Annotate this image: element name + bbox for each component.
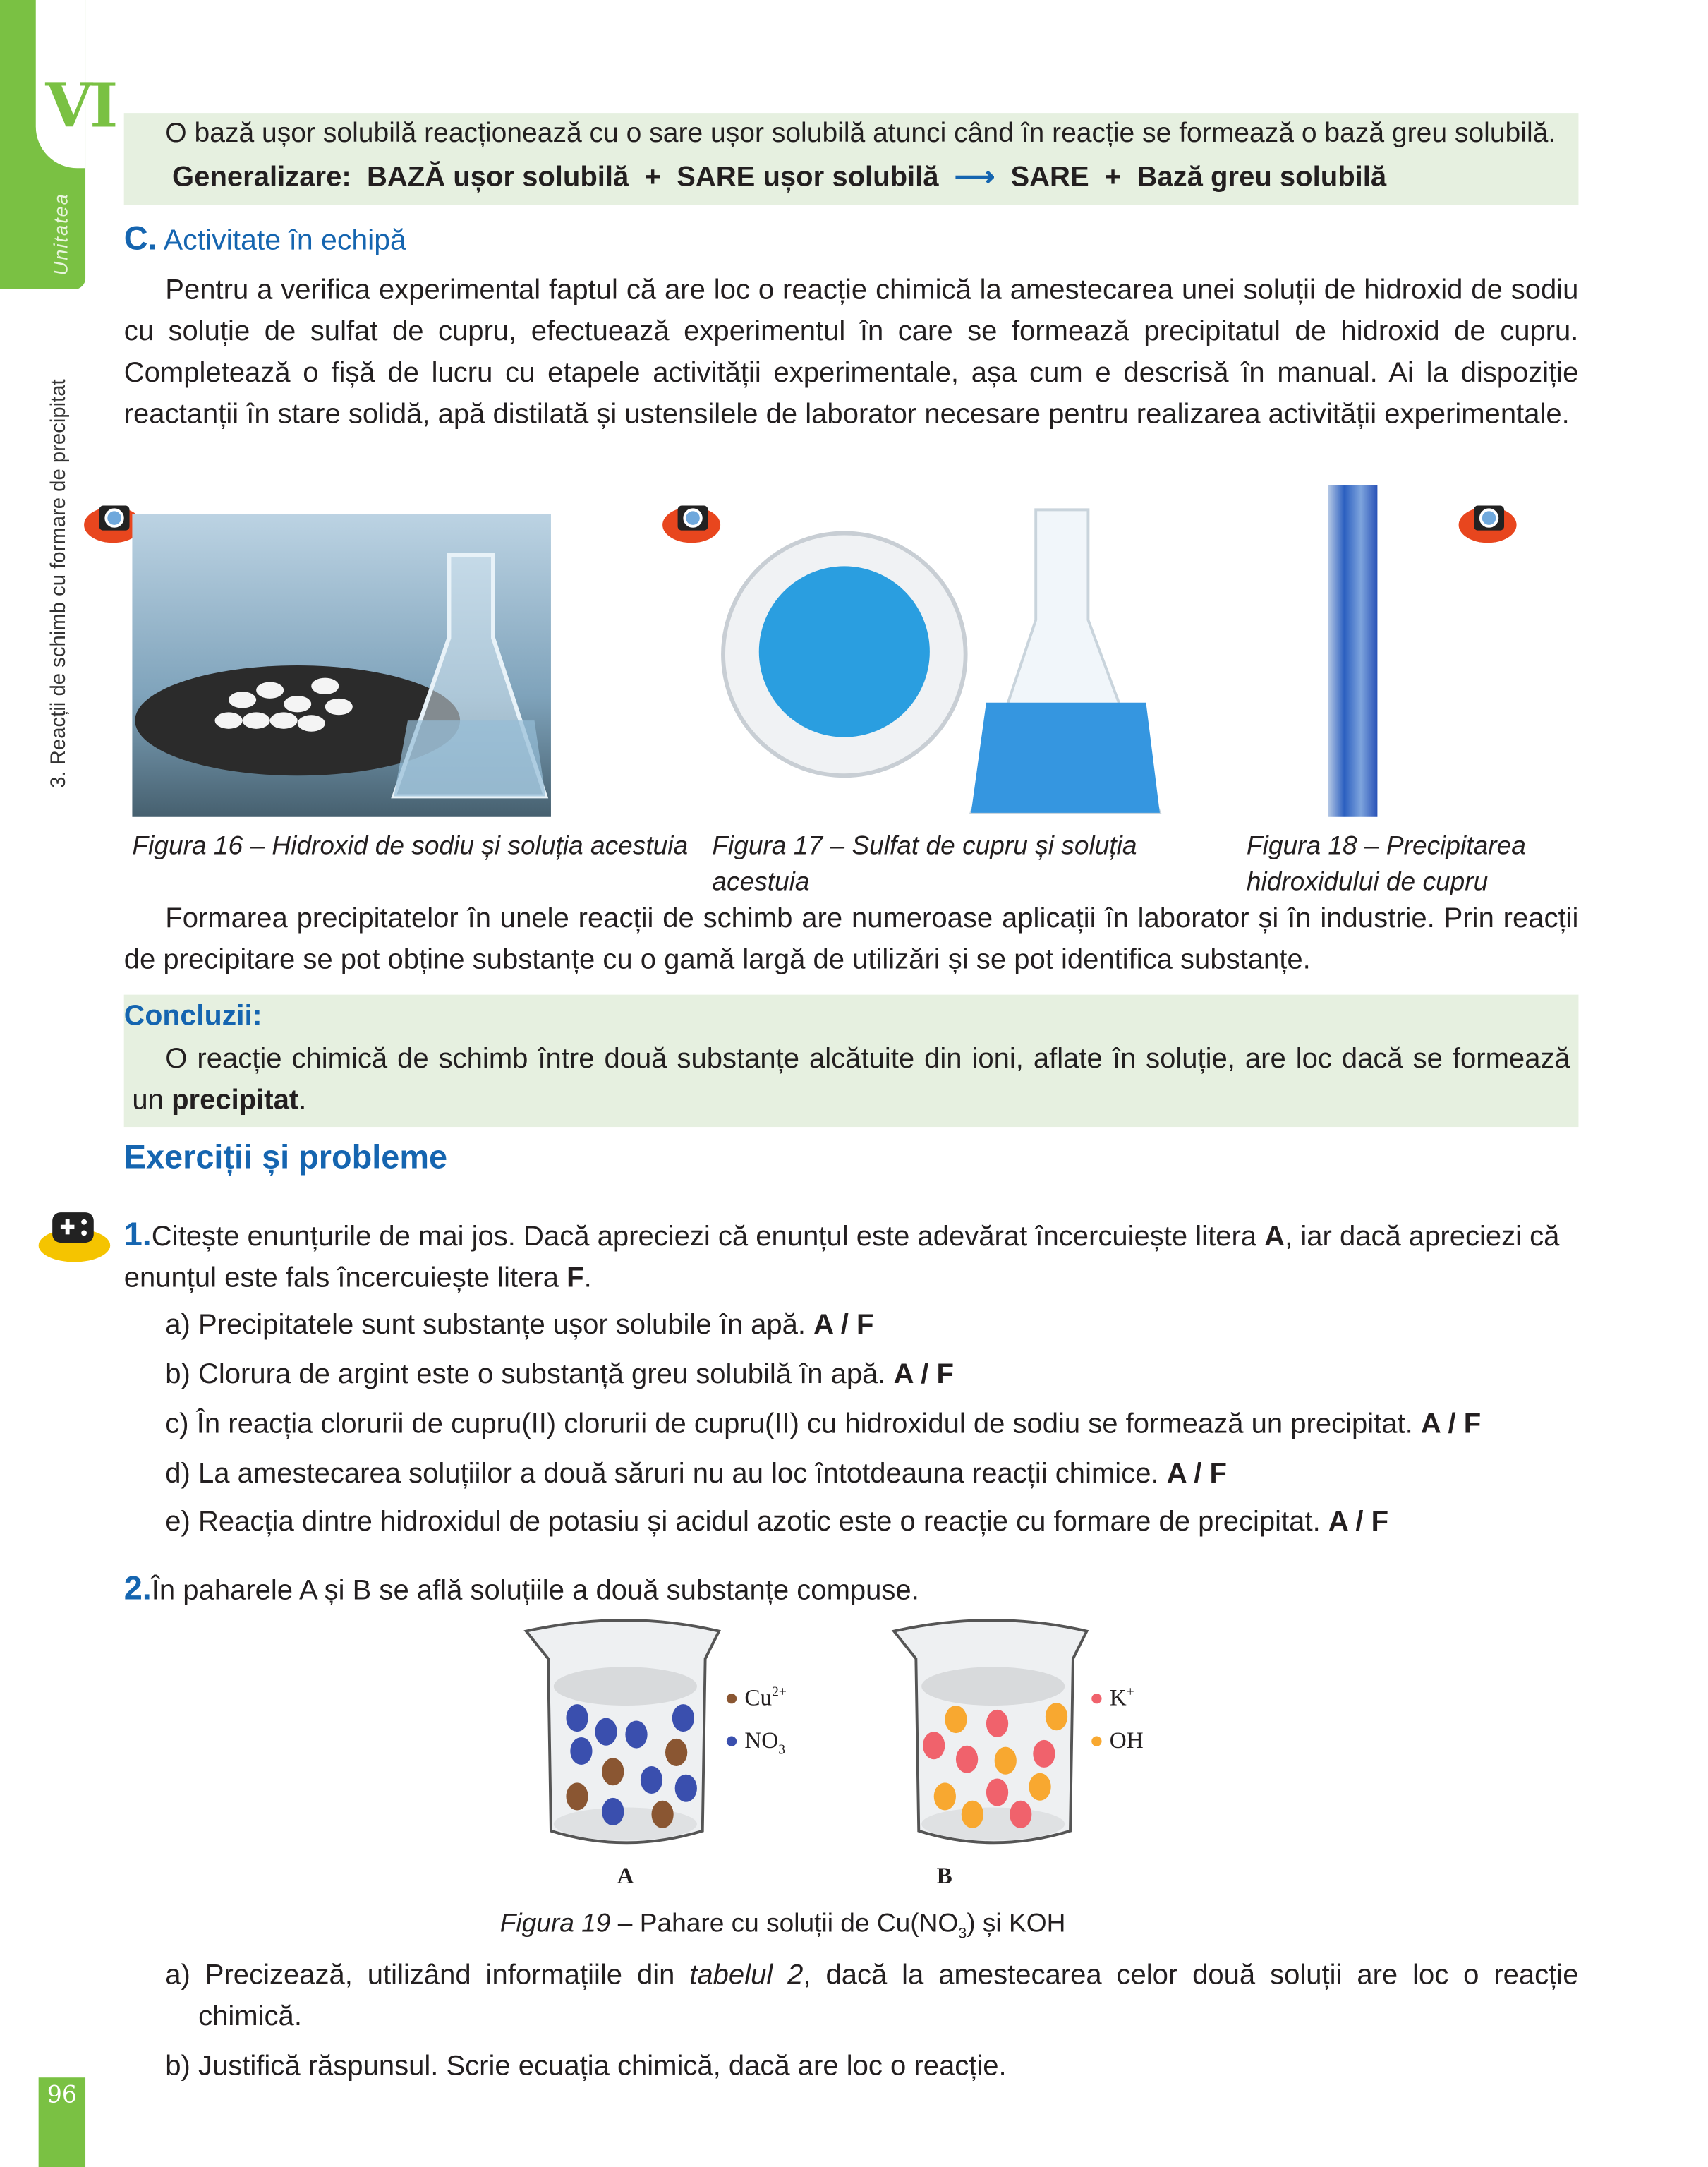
exercise-2-question-b: b) Justifică răspunsul. Scrie ecuația chimică, dacă are loc o reacție. [165, 2050, 1007, 2082]
exercise-2-prompt: 2.În paharele A și B se află soluțiile a două substanțe compuse. [123, 1570, 919, 1608]
conclusions-box [124, 995, 1579, 1127]
exercise-1-item: c) În reacția clorurii de cupru(II) clorurii de cupru(II) cu hidroxidul de sodiu se formează un precipitat. A / F [165, 1408, 1482, 1440]
arrow-icon: ⟶ [946, 161, 1003, 193]
exercise-1-item: d) La amestecarea soluțiilor a două săruri nu au loc întotdeauna reacții chimice. A / F [165, 1457, 1227, 1490]
true-false-choice[interactable]: A / F [813, 1308, 874, 1341]
beaker-a [515, 1617, 735, 1852]
exercise-1-item: e) Reacția dintre hidroxidul de potasiu și acidul azotic este o reacție cu formare de precipitat. A / F [165, 1505, 1389, 1538]
beaker-b-label: B [936, 1862, 952, 1889]
activity-title: Activitate în echipă [163, 224, 406, 257]
figure-19-caption: Figura 19 – Pahare cu soluții de $Cu(NO_3)$ și KOH [499, 1909, 1066, 1943]
precipitation-paragraph: Formarea precipitatelor în unele reacții de schimb are numeroase aplicații în laborator și în industrie. Prin reacții de precipitare se pot obține substanțe cu o gamă largă de utilizări și se pot identifica substanțe. [123, 902, 1579, 976]
exercise-1-item: a) Precipitatele sunt substanțe ușor solubile în apă. A / F [165, 1308, 874, 1341]
activity-text: Pentru a verifica experimental faptul că are loc o reacție chimică la amestecarea unei soluții de hidroxid de sodiu cu soluție de sulfat de cupru, efectuează experimentul în care se formează precipitatul de hidroxid de cupru. Completează o fișă de lucru cu etapele activității experimentale, așa cum e descrisă în manual. Ai la dispoziție reactanții în stare solidă, apă distilată și ustensilele de laborator necesare pentru realizarea activității experimentale. [123, 274, 1579, 430]
gamepad-icon [36, 1201, 113, 1264]
page-number: 96 [39, 2077, 85, 2167]
chapter-title: 3. Reacții de schimb cu formare de precipitat [47, 379, 71, 788]
gen-left: BAZĂ ușor solubilă + SARE ușor solubilă [366, 161, 939, 193]
figure-16-image [132, 514, 551, 817]
true-false-choice[interactable]: A / F [1420, 1408, 1482, 1440]
activity-heading [124, 220, 406, 259]
exercises-title: Exerciții și probleme [123, 1139, 448, 1177]
beaker-b-legend: ● K+ ● OH− [1089, 1684, 1151, 1753]
unit-number: VI [45, 71, 116, 143]
camera-icon[interactable] [661, 492, 722, 547]
true-false-choice[interactable]: A / F [893, 1358, 954, 1390]
exercise-1-prompt: 1.Citește enunțurile de mai jos. Dacă apreciezi că enunțul este adevărat încercuiește litera A, iar dacă apreciezi că enunțul este fals încercuiește litera F. [123, 1216, 1560, 1294]
true-false-choice[interactable]: A / F [1166, 1457, 1227, 1490]
activity-letter: C. [123, 220, 157, 258]
true-false-choice[interactable]: A / F [1328, 1505, 1389, 1538]
exercise-1-item: b) Clorura de argint este o substanță greu solubilă în apă. A / F [165, 1358, 954, 1390]
figure-16-caption: Figura 16 – Hidroxid de sodiu și soluția acestuia [132, 832, 689, 862]
figure-18-image [1328, 485, 1377, 817]
rule-box [124, 113, 1579, 205]
conclusions-text: O reacție chimică de schimb între două substanțe alcătuite din ioni, aflate în soluție, are loc dacă se formează un precipitat. [132, 1042, 1570, 1116]
beaker-b [883, 1617, 1103, 1852]
gen-label: Generalizare: [172, 161, 351, 193]
beaker-a-label: A [617, 1862, 634, 1889]
unit-label: Unitatea [49, 193, 72, 276]
figure-17-caption: Figura 17 – Sulfat de cupru și soluția acestuia [712, 832, 1137, 898]
camera-icon[interactable] [1458, 492, 1518, 547]
gen-right: SARE + Bază greu solubilă [1010, 161, 1387, 193]
figure-18-caption: Figura 18 – Precipitarea hidroxidului de cupru [1246, 832, 1526, 898]
beaker-a-legend: ● $Cu^{2+}$ ● $NO_3^-$ [724, 1684, 794, 1758]
exercise-2-question-a: a) Precizează, utilizând informațiile din tabelul 2, dacă la amestecarea celor două soluții are loc o reacție chimică. [165, 1959, 1579, 2032]
generalization [172, 159, 1386, 194]
figure-17-image [716, 503, 1170, 817]
rule-text: O bază ușor solubilă reacționează cu o sare ușor solubilă atunci când în reacție se formează o bază greu solubilă. [165, 118, 1556, 149]
conclusions-title: Concluzii: [123, 1000, 262, 1032]
